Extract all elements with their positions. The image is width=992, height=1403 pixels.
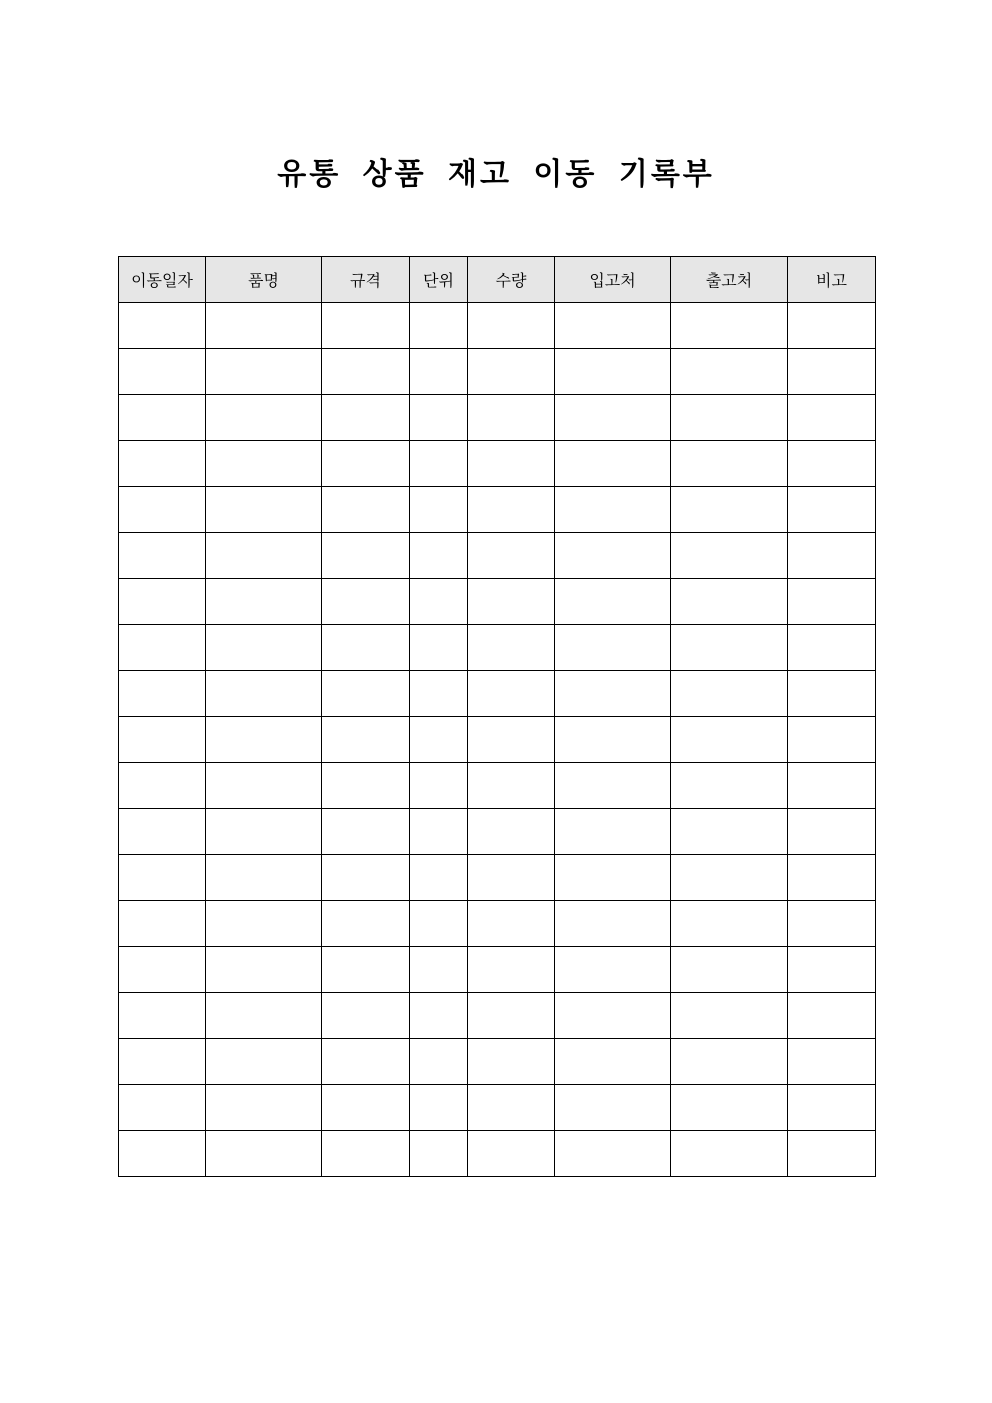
table-cell[interactable] — [206, 533, 322, 579]
table-row — [119, 625, 876, 671]
table-cell[interactable] — [555, 1085, 671, 1131]
table-cell[interactable] — [410, 533, 468, 579]
table-cell[interactable] — [671, 1085, 788, 1131]
table-cell[interactable] — [555, 763, 671, 809]
table-cell[interactable] — [119, 349, 206, 395]
table-cell[interactable] — [410, 763, 468, 809]
table-cell[interactable] — [788, 1039, 876, 1085]
table-cell[interactable] — [322, 441, 410, 487]
table-row — [119, 1131, 876, 1177]
table-cell[interactable] — [119, 717, 206, 763]
table-row — [119, 901, 876, 947]
table-cell[interactable] — [206, 671, 322, 717]
table-cell[interactable] — [410, 809, 468, 855]
table-cell[interactable] — [206, 303, 322, 349]
table-cell[interactable] — [322, 533, 410, 579]
table-cell[interactable] — [555, 441, 671, 487]
table-cell[interactable] — [671, 717, 788, 763]
table-cell[interactable] — [322, 625, 410, 671]
column-header-unit: 단위 — [410, 257, 468, 303]
table-cell[interactable] — [410, 625, 468, 671]
table-cell[interactable] — [410, 901, 468, 947]
column-header-spec: 규격 — [322, 257, 410, 303]
table-cell[interactable] — [206, 1085, 322, 1131]
table-row — [119, 533, 876, 579]
table-cell[interactable] — [322, 1131, 410, 1177]
table-cell[interactable] — [468, 395, 555, 441]
table-cell[interactable] — [119, 947, 206, 993]
table-cell[interactable] — [410, 855, 468, 901]
table-cell[interactable] — [671, 809, 788, 855]
table-cell[interactable] — [322, 349, 410, 395]
table-cell[interactable] — [555, 901, 671, 947]
table-row — [119, 1039, 876, 1085]
table-row — [119, 349, 876, 395]
table-cell[interactable] — [671, 579, 788, 625]
table-cell[interactable] — [119, 395, 206, 441]
table-cell[interactable] — [119, 1085, 206, 1131]
table-cell[interactable] — [671, 441, 788, 487]
table-cell[interactable] — [206, 395, 322, 441]
table-cell[interactable] — [119, 533, 206, 579]
table-cell[interactable] — [788, 671, 876, 717]
table-cell[interactable] — [788, 717, 876, 763]
table-cell[interactable] — [410, 441, 468, 487]
table-row — [119, 395, 876, 441]
table-cell[interactable] — [410, 993, 468, 1039]
table-cell[interactable] — [119, 1039, 206, 1085]
table-cell[interactable] — [671, 901, 788, 947]
table-cell[interactable] — [671, 1131, 788, 1177]
header-row — [119, 257, 876, 303]
table-cell[interactable] — [788, 533, 876, 579]
table-cell[interactable] — [788, 303, 876, 349]
table-cell[interactable] — [322, 901, 410, 947]
table-cell[interactable] — [788, 487, 876, 533]
table-cell[interactable] — [671, 395, 788, 441]
table-cell[interactable] — [322, 671, 410, 717]
table-cell[interactable] — [468, 533, 555, 579]
table-cell[interactable] — [671, 763, 788, 809]
table-row — [119, 855, 876, 901]
table-cell[interactable] — [788, 349, 876, 395]
table-cell[interactable] — [671, 533, 788, 579]
table-row — [119, 579, 876, 625]
table-cell[interactable] — [468, 1131, 555, 1177]
table-cell[interactable] — [322, 947, 410, 993]
table-cell[interactable] — [322, 855, 410, 901]
table-cell[interactable] — [322, 487, 410, 533]
table-cell[interactable] — [322, 1039, 410, 1085]
column-header-received-from: 입고처 — [555, 257, 671, 303]
table-cell[interactable] — [410, 487, 468, 533]
table-cell[interactable] — [322, 579, 410, 625]
table-cell[interactable] — [206, 855, 322, 901]
table-cell[interactable] — [555, 1131, 671, 1177]
table-cell[interactable] — [119, 579, 206, 625]
table-cell[interactable] — [410, 395, 468, 441]
table-cell[interactable] — [206, 901, 322, 947]
table-row — [119, 441, 876, 487]
table-cell[interactable] — [555, 625, 671, 671]
table-cell[interactable] — [119, 855, 206, 901]
table-cell[interactable] — [788, 1131, 876, 1177]
table-row — [119, 717, 876, 763]
table-cell[interactable] — [671, 625, 788, 671]
table-cell[interactable] — [119, 1131, 206, 1177]
table-cell[interactable] — [206, 947, 322, 993]
table-cell[interactable] — [322, 763, 410, 809]
column-header-remarks: 비고 — [788, 257, 876, 303]
table-row — [119, 763, 876, 809]
table-cell[interactable] — [119, 901, 206, 947]
table-cell[interactable] — [468, 625, 555, 671]
table-row — [119, 947, 876, 993]
table-cell[interactable] — [410, 671, 468, 717]
table-cell[interactable] — [468, 579, 555, 625]
table-cell[interactable] — [322, 303, 410, 349]
table-cell[interactable] — [206, 349, 322, 395]
table-cell[interactable] — [788, 1085, 876, 1131]
table-cell[interactable] — [410, 1085, 468, 1131]
table-cell[interactable] — [555, 579, 671, 625]
table-cell[interactable] — [410, 303, 468, 349]
table-cell[interactable] — [119, 441, 206, 487]
table-cell[interactable] — [671, 993, 788, 1039]
table-cell[interactable] — [555, 395, 671, 441]
table-cell[interactable] — [206, 1039, 322, 1085]
table-cell[interactable] — [206, 809, 322, 855]
table-cell[interactable] — [206, 717, 322, 763]
table-cell[interactable] — [119, 809, 206, 855]
table-cell[interactable] — [788, 625, 876, 671]
table-cell[interactable] — [468, 487, 555, 533]
table-cell[interactable] — [206, 487, 322, 533]
table-cell[interactable] — [468, 441, 555, 487]
table-cell[interactable] — [206, 763, 322, 809]
table-cell[interactable] — [322, 809, 410, 855]
table-cell[interactable] — [119, 671, 206, 717]
table-cell[interactable] — [322, 1085, 410, 1131]
table-cell[interactable] — [788, 763, 876, 809]
table-cell[interactable] — [322, 717, 410, 763]
table-cell[interactable] — [206, 625, 322, 671]
table-cell[interactable] — [555, 349, 671, 395]
table-row — [119, 1085, 876, 1131]
table-cell[interactable] — [555, 993, 671, 1039]
page-title: 유통 상품 재고 이동 기록부 — [277, 157, 715, 193]
table-cell[interactable] — [671, 349, 788, 395]
table-cell[interactable] — [788, 395, 876, 441]
table-cell[interactable] — [468, 303, 555, 349]
table-body — [119, 303, 876, 1177]
table-cell[interactable] — [788, 809, 876, 855]
table-cell[interactable] — [206, 579, 322, 625]
table-cell[interactable] — [555, 809, 671, 855]
table-cell[interactable] — [555, 671, 671, 717]
table-row — [119, 671, 876, 717]
table-cell[interactable] — [788, 947, 876, 993]
table-cell[interactable] — [468, 901, 555, 947]
table-cell[interactable] — [468, 717, 555, 763]
table-cell[interactable] — [410, 717, 468, 763]
table-cell[interactable] — [671, 487, 788, 533]
table-cell[interactable] — [788, 441, 876, 487]
table-row — [119, 303, 876, 349]
inventory-movement-table — [118, 256, 876, 1177]
table-cell[interactable] — [555, 717, 671, 763]
table-cell[interactable] — [206, 441, 322, 487]
table-cell[interactable] — [468, 1085, 555, 1131]
table-cell[interactable] — [555, 487, 671, 533]
table-cell[interactable] — [788, 993, 876, 1039]
table-cell[interactable] — [468, 809, 555, 855]
table-cell[interactable] — [410, 579, 468, 625]
table-cell[interactable] — [322, 993, 410, 1039]
table-cell[interactable] — [468, 947, 555, 993]
table-cell[interactable] — [119, 993, 206, 1039]
column-header-item-name: 품명 — [206, 257, 322, 303]
table-cell[interactable] — [410, 1131, 468, 1177]
table-cell[interactable] — [671, 855, 788, 901]
table-cell[interactable] — [671, 947, 788, 993]
table-cell[interactable] — [555, 303, 671, 349]
table-cell[interactable] — [119, 763, 206, 809]
table-cell[interactable] — [410, 1039, 468, 1085]
table-row — [119, 487, 876, 533]
table-cell[interactable] — [555, 1039, 671, 1085]
table-cell[interactable] — [206, 1131, 322, 1177]
table-cell[interactable] — [468, 855, 555, 901]
table-cell[interactable] — [468, 671, 555, 717]
table-cell[interactable] — [555, 855, 671, 901]
table-cell[interactable] — [119, 625, 206, 671]
table-cell[interactable] — [788, 901, 876, 947]
table-cell[interactable] — [555, 947, 671, 993]
table-cell[interactable] — [788, 855, 876, 901]
column-header-shipped-to: 출고처 — [671, 257, 788, 303]
table-cell[interactable] — [322, 395, 410, 441]
column-header-quantity: 수량 — [468, 257, 555, 303]
table-cell[interactable] — [410, 349, 468, 395]
table-cell[interactable] — [119, 303, 206, 349]
table-cell[interactable] — [671, 303, 788, 349]
table-cell[interactable] — [788, 579, 876, 625]
table-cell[interactable] — [555, 533, 671, 579]
table-row — [119, 809, 876, 855]
column-header-date: 이동일자 — [119, 257, 206, 303]
table-cell[interactable] — [468, 763, 555, 809]
table-cell[interactable] — [671, 1039, 788, 1085]
table-row — [119, 993, 876, 1039]
table-cell[interactable] — [119, 487, 206, 533]
table-cell[interactable] — [468, 349, 555, 395]
table-cell[interactable] — [671, 671, 788, 717]
table-cell[interactable] — [468, 1039, 555, 1085]
table-cell[interactable] — [468, 993, 555, 1039]
table-cell[interactable] — [206, 993, 322, 1039]
table-cell[interactable] — [410, 947, 468, 993]
